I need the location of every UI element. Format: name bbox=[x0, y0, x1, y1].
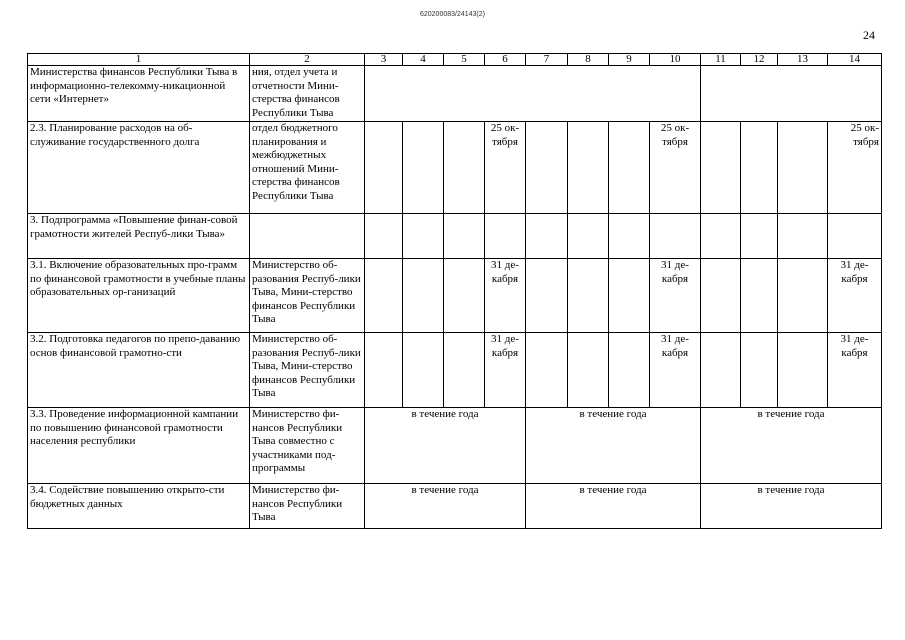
responsible-cell: ния, отдел учета и отчетности Мини-стерства финансов Республики Тыва bbox=[250, 66, 365, 122]
empty-cell bbox=[568, 259, 609, 333]
year-period-cell: в течение года bbox=[526, 484, 701, 529]
table-row bbox=[28, 408, 882, 484]
col-header: 12 bbox=[741, 54, 778, 66]
col-header: 5 bbox=[444, 54, 485, 66]
empty-cell bbox=[609, 333, 650, 408]
date-cell: 31 де-кабря bbox=[650, 259, 701, 333]
empty-cell bbox=[485, 214, 526, 259]
measure-cell: 3.1. Включение образовательных про-грамм по финансовой грамотности в учебные планы образовательных ор-ганизаций bbox=[28, 259, 250, 333]
col-header: 14 bbox=[828, 54, 882, 66]
measure-cell: 2.3. Планирование расходов на об-служивание государственного долга bbox=[28, 122, 250, 214]
document-stamp: 620200083/24143(2) bbox=[419, 11, 485, 18]
responsible-cell: Министерство об-разования Респуб-лики Тыва, Мини-стерство финансов Республики Тыва bbox=[250, 259, 365, 333]
measure-cell: 3.2. Подготовка педагогов по препо-даванию основ финансовой грамотно-сти bbox=[28, 333, 250, 408]
empty-cell bbox=[365, 214, 403, 259]
measure-cell: 3.4. Содействие повышению открыто-сти бюджетных данных bbox=[28, 484, 250, 529]
responsible-cell: отдел бюджетного планирования и межбюджетных отношений Мини-стерства финансов Республики Тыва bbox=[250, 122, 365, 214]
column-number-row bbox=[28, 54, 882, 66]
year-period-cell: в течение года bbox=[701, 408, 882, 484]
measure-cell: Министерства финансов Республики Тыва в информационно-телекомму-никационной сети «Интернет» bbox=[28, 66, 250, 122]
col-header: 1 bbox=[28, 54, 250, 66]
empty-cell bbox=[741, 214, 778, 259]
empty-cell bbox=[778, 122, 828, 214]
empty-cell bbox=[701, 122, 741, 214]
date-cell: 25 ок-тября bbox=[828, 122, 882, 214]
measure-cell: 3.3. Проведение информационной кампании по повышению финансовой грамотности населения республики bbox=[28, 408, 250, 484]
empty-cell bbox=[365, 333, 403, 408]
empty-cell bbox=[701, 214, 741, 259]
date-cell: 31 де-кабря bbox=[828, 333, 882, 408]
empty-cell bbox=[609, 122, 650, 214]
empty-cell bbox=[609, 259, 650, 333]
empty-cell bbox=[568, 122, 609, 214]
empty-cell bbox=[778, 333, 828, 408]
col-header: 9 bbox=[609, 54, 650, 66]
empty-cell bbox=[403, 259, 444, 333]
date-cell: 25 ок-тября bbox=[485, 122, 526, 214]
year-period-cell: в течение года bbox=[365, 408, 526, 484]
subprogram-cell: 3. Подпрограмма «Повышение финан-совой грамотности жителей Респуб-лики Тыва» bbox=[28, 214, 250, 259]
empty-cell bbox=[650, 214, 701, 259]
page-number: 24 bbox=[863, 28, 875, 42]
empty-cell bbox=[250, 214, 365, 259]
responsible-cell: Министерство об-разования Респуб-лики Тыва, Мини-стерство финансов Республики Тыва bbox=[250, 333, 365, 408]
date-cell: 25 ок-тября bbox=[650, 122, 701, 214]
col-header: 13 bbox=[778, 54, 828, 66]
table-row bbox=[28, 66, 882, 122]
empty-cell bbox=[526, 333, 568, 408]
col-header: 7 bbox=[526, 54, 568, 66]
empty-cell bbox=[365, 122, 403, 214]
empty-cell bbox=[568, 214, 609, 259]
col-header: 8 bbox=[568, 54, 609, 66]
empty-cell bbox=[365, 259, 403, 333]
empty-cell bbox=[609, 214, 650, 259]
period-cell bbox=[365, 66, 701, 122]
empty-cell bbox=[403, 333, 444, 408]
table-row bbox=[28, 259, 882, 333]
empty-cell bbox=[701, 333, 741, 408]
date-cell: 31 де-кабря bbox=[485, 259, 526, 333]
table-row bbox=[28, 484, 882, 529]
empty-cell bbox=[741, 259, 778, 333]
empty-cell bbox=[741, 122, 778, 214]
table-row bbox=[28, 122, 882, 214]
col-header: 4 bbox=[403, 54, 444, 66]
date-cell: 31 де-кабря bbox=[485, 333, 526, 408]
schedule-table bbox=[27, 53, 882, 529]
empty-cell bbox=[444, 214, 485, 259]
responsible-cell: Министерство фи-нансов Республики Тыва bbox=[250, 484, 365, 529]
col-header: 10 bbox=[650, 54, 701, 66]
year-period-cell: в течение года bbox=[701, 484, 882, 529]
empty-cell bbox=[526, 122, 568, 214]
col-header: 11 bbox=[701, 54, 741, 66]
empty-cell bbox=[526, 214, 568, 259]
empty-cell bbox=[701, 259, 741, 333]
col-header: 3 bbox=[365, 54, 403, 66]
period-cell bbox=[701, 66, 882, 122]
col-header: 6 bbox=[485, 54, 526, 66]
empty-cell bbox=[403, 214, 444, 259]
year-period-cell: в течение года bbox=[365, 484, 526, 529]
empty-cell bbox=[526, 259, 568, 333]
empty-cell bbox=[568, 333, 609, 408]
empty-cell bbox=[778, 214, 828, 259]
table-row bbox=[28, 333, 882, 408]
empty-cell bbox=[778, 259, 828, 333]
col-header: 2 bbox=[250, 54, 365, 66]
empty-cell bbox=[828, 214, 882, 259]
date-cell: 31 де-кабря bbox=[828, 259, 882, 333]
empty-cell bbox=[741, 333, 778, 408]
empty-cell bbox=[444, 122, 485, 214]
empty-cell bbox=[444, 333, 485, 408]
year-period-cell: в течение года bbox=[526, 408, 701, 484]
empty-cell bbox=[444, 259, 485, 333]
table-row bbox=[28, 214, 882, 259]
empty-cell bbox=[403, 122, 444, 214]
date-cell: 31 де-кабря bbox=[650, 333, 701, 408]
responsible-cell: Министерство фи-нансов Республики Тыва совместно с участниками под-программы bbox=[250, 408, 365, 484]
